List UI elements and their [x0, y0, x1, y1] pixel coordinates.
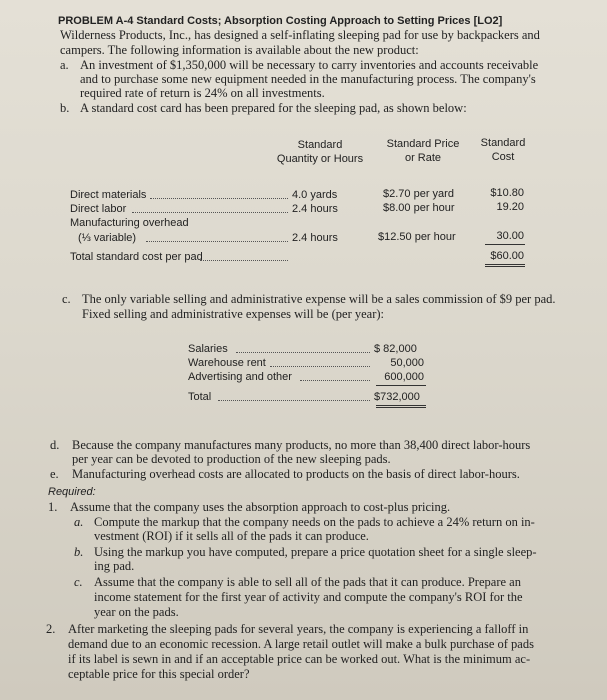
direct-materials-cost: $10.80 [490, 187, 524, 199]
salaries-label: Salaries [188, 343, 228, 355]
header-cost-line-1: Standard [480, 137, 526, 149]
warehouse-rent-label: Warehouse rent [188, 357, 266, 369]
direct-materials-price: $2.70 per yard [383, 188, 454, 200]
dot-leader [236, 352, 370, 353]
q1c-line-3: year on the pads. [94, 605, 179, 619]
fixed-total-value: $732,000 [374, 391, 420, 403]
direct-labor-price: $8.00 per hour [383, 202, 455, 214]
q1a-line-1: Compute the markup that the company needs on the pads to achieve a 24% return on in- [94, 515, 535, 529]
intro-line-1: Wilderness Products, Inc., has designed a self-inflating sleeping pad for use by backpackers and [60, 28, 540, 42]
overhead-price: $12.50 per hour [378, 231, 456, 243]
q1c-line-2: income statement for the first year of activity and compute the company's ROI for the [94, 590, 523, 604]
item-a-line-1: An investment of $1,350,000 will be necessary to carry inventories and accounts receivable [80, 58, 539, 72]
header-price-line-1: Standard Price [386, 138, 460, 150]
overhead-label: Manufacturing overhead [70, 217, 189, 229]
q1a-label: a. [74, 515, 84, 529]
item-e-line-1: Manufacturing overhead costs are allocated to products on the basis of direct labor-hours. [72, 467, 520, 481]
q2-line-4: ceptable price for this special order? [68, 667, 250, 681]
q1-text: Assume that the company uses the absorption approach to cost-plus pricing. [70, 500, 451, 514]
q2-number: 2. [46, 622, 56, 636]
item-d-line-1: Because the company manufactures many products, no more than 38,400 direct labor-hours [72, 438, 531, 452]
item-d-label: d. [50, 438, 60, 452]
intro-line-2: campers. The following information is available about the new product: [60, 43, 419, 57]
dot-leader [218, 400, 370, 401]
item-b-line-1: A standard cost card has been prepared for the sleeping pad, as shown below: [80, 101, 467, 115]
header-qty-line-2: Quantity or Hours [276, 153, 364, 165]
item-c-label: c. [62, 292, 71, 306]
q1c-label: c. [74, 575, 83, 589]
fixed-total-label: Total [188, 391, 212, 403]
q2-line-3: if its label is sewn in and if an acceptable price can be worked out. What is the minimum ac- [68, 652, 531, 666]
q1b-line-1: Using the markup you have computed, prepare a price quotation sheet for a single sleep- [94, 545, 537, 559]
dot-leader [146, 241, 288, 242]
header-price-line-2: or Rate [404, 152, 442, 164]
q2-line-1: After marketing the sleeping pads for several years, the company is experiencing a falloff in [68, 622, 529, 636]
total-standard-cost: $60.00 [490, 250, 524, 262]
item-a-label: a. [60, 58, 69, 72]
item-d-line-2: per year can be devoted to production of the new sleeping pads. [72, 452, 391, 466]
item-c-line-2: Fixed selling and administrative expenses will be (per year): [82, 307, 384, 321]
dot-leader [132, 212, 288, 213]
item-a-line-2: and to purchase some new equipment needed in the manufacturing process. The company's [80, 72, 536, 86]
overhead-qty: 2.4 hours [292, 232, 338, 244]
dot-leader [300, 380, 370, 381]
direct-labor-qty: 2.4 hours [292, 203, 338, 215]
dot-leader [200, 260, 288, 261]
advertising-label: Advertising and other [188, 371, 292, 383]
dot-leader [150, 198, 288, 199]
total-standard-cost-label: Total standard cost per pad [70, 251, 203, 263]
item-e-label: e. [50, 467, 59, 481]
item-a-line-3: required rate of return is 24% on all investments. [80, 86, 325, 100]
header-qty-line-1: Standard [297, 139, 343, 151]
q1-number: 1. [48, 500, 58, 514]
direct-labor-cost: 19.20 [496, 201, 524, 213]
item-b-label: b. [60, 101, 70, 115]
problem-title: PROBLEM A-4 Standard Costs; Absorption Costing Approach to Setting Prices [LO2] [58, 15, 503, 27]
total-double-rule [485, 264, 525, 267]
subtotal-rule [376, 385, 426, 386]
q1a-line-2: vestment (ROI) if it sells all of the pads it can produce. [94, 529, 369, 543]
subtotal-rule [485, 244, 525, 245]
q2-line-2: demand due to an economic recession. A large retail outlet will make a bulk purchase of pads [68, 637, 534, 651]
advertising-value: 600,000 [384, 371, 424, 383]
required-heading: Required: [48, 486, 96, 498]
overhead-sub-label: (⅓ variable) [78, 232, 137, 244]
direct-materials-qty: 4.0 yards [292, 189, 338, 201]
q1c-line-1: Assume that the company is able to sell all of the pads that it can produce. Prepare an [94, 575, 521, 589]
dot-leader [270, 366, 370, 367]
q1b-label: b. [74, 545, 84, 559]
warehouse-rent-value: 50,000 [390, 357, 424, 369]
direct-labor-label: Direct labor [70, 203, 127, 215]
header-cost-line-2: Cost [491, 151, 515, 163]
salaries-value: $ 82,000 [374, 343, 417, 355]
item-c-line-1: The only variable selling and administrative expense will be a sales commission of $9 per pad. [82, 292, 556, 306]
q1b-line-2: ing pad. [94, 559, 135, 573]
direct-materials-label: Direct materials [70, 189, 147, 201]
total-double-rule [376, 405, 426, 408]
overhead-cost: 30.00 [496, 230, 524, 242]
